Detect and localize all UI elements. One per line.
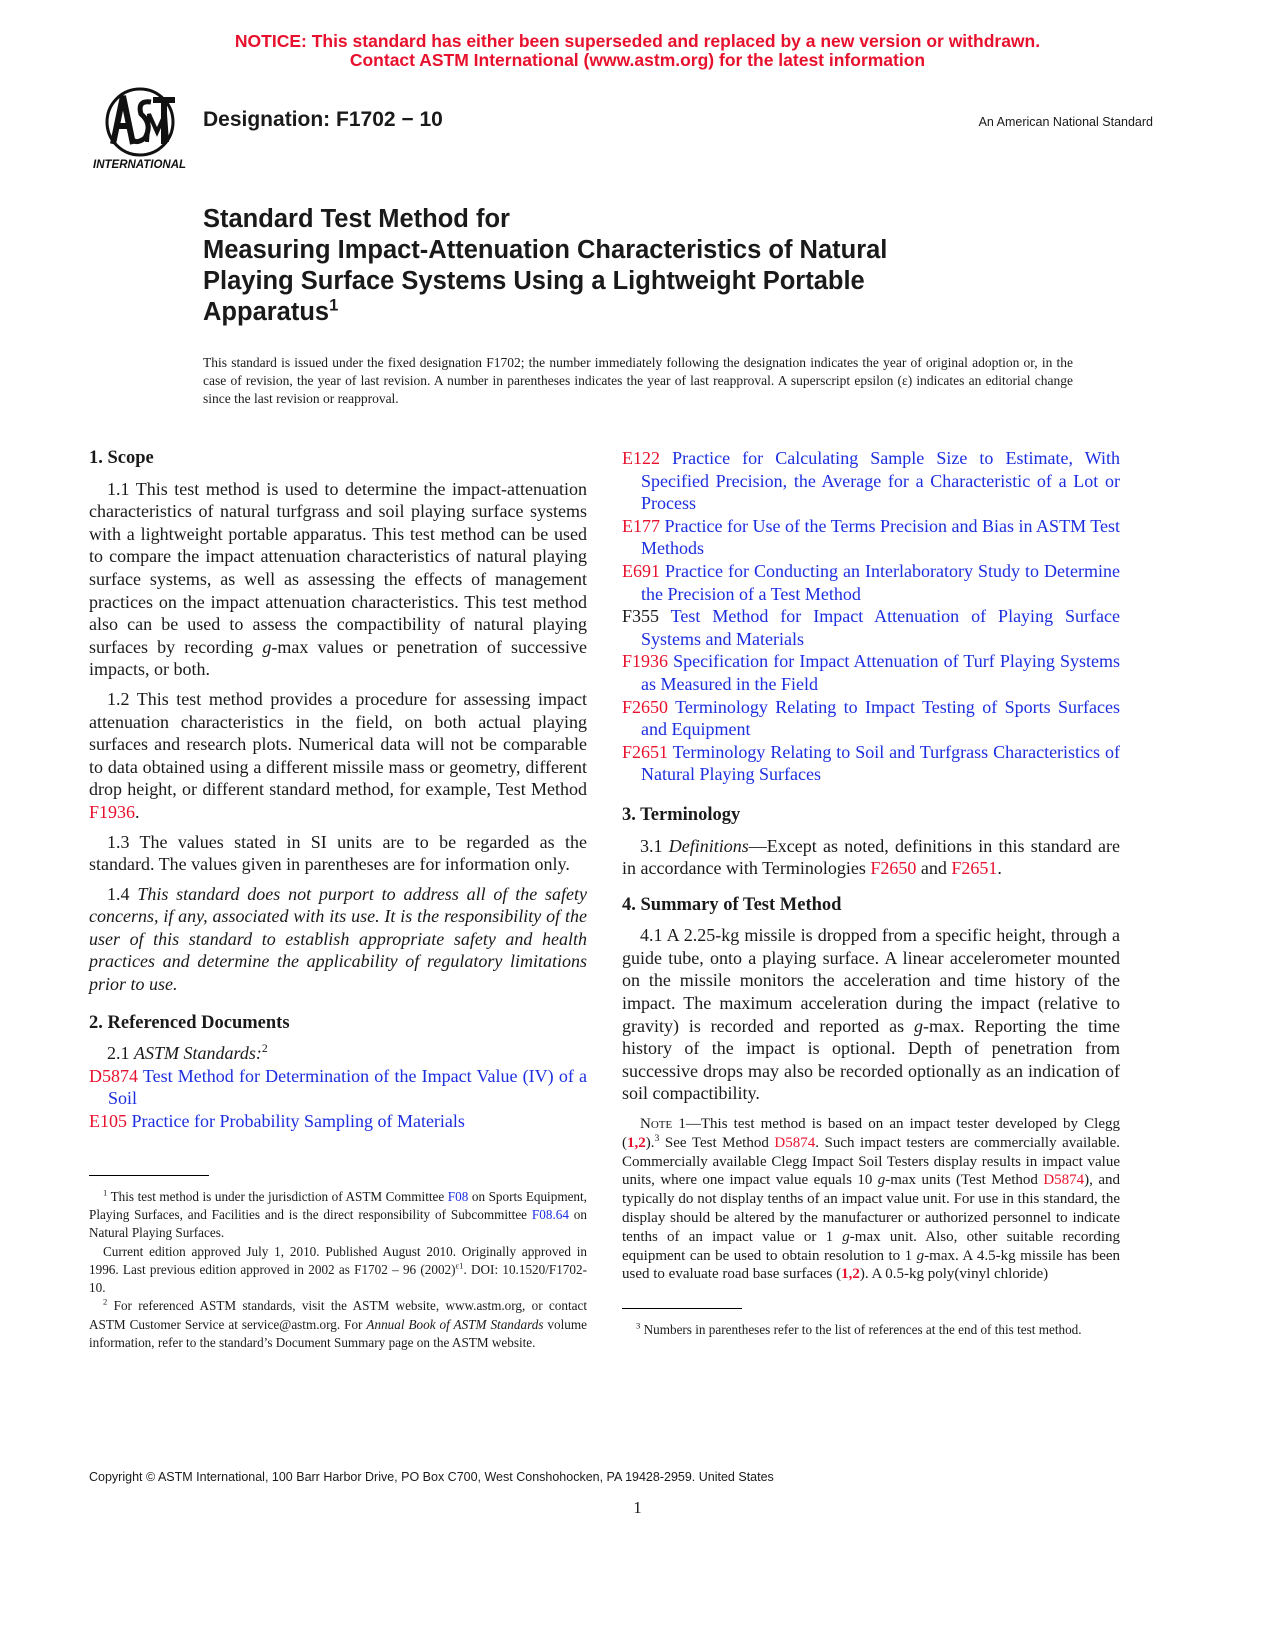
- footnotes-left: [89, 1188, 587, 1353]
- reference-e122[interactable]: E122 Practice for Calculating Sample Size to Estimate, With Specified Precision, the Average for a Characteristic of a Lot or Process: [622, 448, 1121, 514]
- para-1-3: 1.3 The values stated in SI units are to be regarded as the standard. The values given in parentheses are for information only.: [89, 831, 587, 875]
- para-1-4: 1.4 This standard does not purport to address all of the safety concerns, if any, associated with its use. It is the responsibility of the user of this standard to establish appropriate safety and health practices and determine the applicability of regulatory limitations prior to use.: [89, 883, 588, 995]
- footnote-1: $^1$ This test method is under the jurisdiction of ASTM Committee F08 on Sports Equipment, Playing Surfaces, and Facilities and is the direct responsibility of Subcommittee F08.64 on Natural Playing Surfaces.: [89, 1187, 587, 1241]
- summary-heading: 4. Summary of Test Method: [622, 894, 842, 915]
- astm-standards-label: 2.1 ASTM Standards:$^2$: [107, 1042, 268, 1064]
- note-1: Note 1—This test method is based on an impact tester developed by Clegg (1,2).$^3$ See Test Method D5874. Such impact testers are commercially available. Commercially available Clegg Impact Soil Testers display results in impact value units, where one impact value equals 10 g-max units (Test Method D5874), and typically do not display tenths of an impact value unit. For use in this standard, the display should be altered by the manufacturer or authorized personnel to indicate tenths of an impact value or 1 g-max unit. Also, other suitable recording equipment can be used to obtain resolution to 1 g-max. A 4.5-kg missile has been used to evaluate road base surfaces (1,2). A 0.5-kg poly(vinyl chloride): [622, 1116, 1121, 1283]
- scope-heading: 1. Scope: [89, 448, 154, 468]
- footnote-2: $^2$ For referenced ASTM standards, visit the ASTM website, www.astm.org, or contact ASTM Customer Service at service@astm.org. For Annual Book of ASTM Standards volume information, refer to the standard’s Document Summary page on the ASTM website.: [89, 1297, 587, 1350]
- title-line-1: Standard Test Method for: [203, 205, 510, 233]
- reference-d5874[interactable]: D5874 Test Method for Determination of the Impact Value (IV) of a Soil: [89, 1065, 588, 1109]
- footnote-rule: [89, 1175, 209, 1176]
- reference-f1936[interactable]: F1936 Specification for Impact Attenuation of Turf Playing Systems as Measured in the Field: [622, 651, 1121, 694]
- right-column: [622, 447, 1120, 1340]
- notice-line-1: NOTICE: This standard has either been superseded and replaced by a new version or withdrawn.: [234, 31, 1041, 51]
- link-f1936[interactable]: F1936: [89, 801, 136, 822]
- terminology-heading: 3. Terminology: [622, 804, 741, 825]
- link-f08[interactable]: F08: [447, 1188, 469, 1204]
- title-line-2: Measuring Impact-Attenuation Characteristics of Natural: [203, 236, 888, 264]
- document-title: [203, 204, 1063, 328]
- link-d5874-2[interactable]: D5874: [1043, 1172, 1085, 1189]
- notice-line-2: Contact ASTM International (www.astm.org) for the latest information: [349, 50, 926, 70]
- reference-e105[interactable]: E105 Practice for Probability Sampling of Materials: [89, 1111, 465, 1132]
- link-f08-64[interactable]: F08.64: [531, 1206, 569, 1222]
- footnote-1-edition: Current edition approved July 1, 2010. Published August 2010. Originally approved in 1996. Last previous edition approved in 2002 as F1702 – 96 $(2002)^{\varepsilon 1}$. DOI: 10.1520/F1702-10.: [89, 1243, 587, 1296]
- footnote-rule-right: [622, 1308, 742, 1309]
- designation: Designation: F1702 − 10: [203, 108, 443, 131]
- reference-f2650[interactable]: F2650 Terminology Relating to Impact Testing of Sports Surfaces and Equipment: [622, 696, 1120, 740]
- title-line-4: Apparatus: [203, 298, 330, 326]
- logo-text: INTERNATIONAL: [93, 159, 187, 171]
- title-line-3: Playing Surface Systems Using a Lightweight Portable: [203, 267, 865, 295]
- reference-e691[interactable]: E691 Practice for Conducting an Interlaboratory Study to Determine the Precision of a Test Method: [622, 560, 1120, 604]
- astm-logo: [93, 84, 193, 172]
- copyright-line: Copyright © ASTM International, 100 Barr Harbor Drive, PO Box C700, West Conshohocken, PA 19428-2959. United States: [89, 1470, 774, 1484]
- link-d5874[interactable]: D5874: [774, 1134, 816, 1151]
- para-4-1: 4.1 A 2.25-kg missile is dropped from a specific height, through a guide tube, onto a playing surface. A linear accelerometer mounted on the missile monitors the acceleration and time history of the impact. The maximum acceleration during the impact (relative to gravity) is recorded and reported as g-max. Reporting the time history of the impact is optional. Depth of penetration from successive drops may also be recorded optionally as an indication of soil compactibility.: [622, 925, 1120, 1104]
- reference-f355[interactable]: F355 Test Method for Impact Attenuation of Playing Surface Systems and Materials: [622, 606, 1120, 649]
- withdrawal-notice: [0, 32, 1275, 70]
- left-column: [89, 447, 587, 1352]
- issuance-statement: This standard is issued under the fixed designation F1702; the number immediately following the designation indicates the year of original adoption or, in the case of revision, the year of last revision. A number in parentheses indicates the year of last reapproval. A superscript epsilon (ε) indicates an editorial change since the last revision or reapproval.: [203, 355, 1073, 406]
- national-standard-label: An American National Standard: [978, 115, 1153, 129]
- link-f2651[interactable]: F2651: [951, 858, 998, 879]
- title-footnote-mark: 1: [329, 295, 339, 315]
- footnote-3: $^3$ Numbers in parentheses refer to the list of references at the end of this test method.: [636, 1320, 1082, 1338]
- para-1-2: 1.2 This test method provides a procedure for assessing impact attenuation characteristics in the field, on both actual playing surfaces and research plots. Numerical data will not be comparable to data obtained using a different missile mass or geometry, different drop height, or different standard method, for example, Test Method F1936.: [89, 688, 587, 822]
- reference-f2651[interactable]: F2651 Terminology Relating to Soil and Turfgrass Characteristics of Natural Playing Surfaces: [622, 741, 1120, 785]
- reference-e177[interactable]: E177 Practice for Use of the Terms Precision and Bias in ASTM Test Methods: [622, 515, 1120, 559]
- para-1-1: 1.1 This test method is used to determine the impact-attenuation characteristics of natural turfgrass and soil playing surface systems with a lightweight portable apparatus. This test method can be used to compare the impact attenuation characteristics of natural playing surface systems, as well as assessing the effects of management practices on the impact attenuation characteristics. This test method also can be used to assess the compactibility of natural playing surfaces by recording g-max values or penetration of successive impacts, or both.: [89, 478, 587, 680]
- para-3-1: 3.1 Definitions—Except as noted, definitions in this standard are in accordance with Terminologies F2650 and F2651.: [622, 835, 1120, 879]
- page-number: 1: [633, 1498, 642, 1517]
- link-f2650[interactable]: F2650: [870, 858, 917, 879]
- referenced-documents-heading: 2. Referenced Documents: [89, 1012, 290, 1033]
